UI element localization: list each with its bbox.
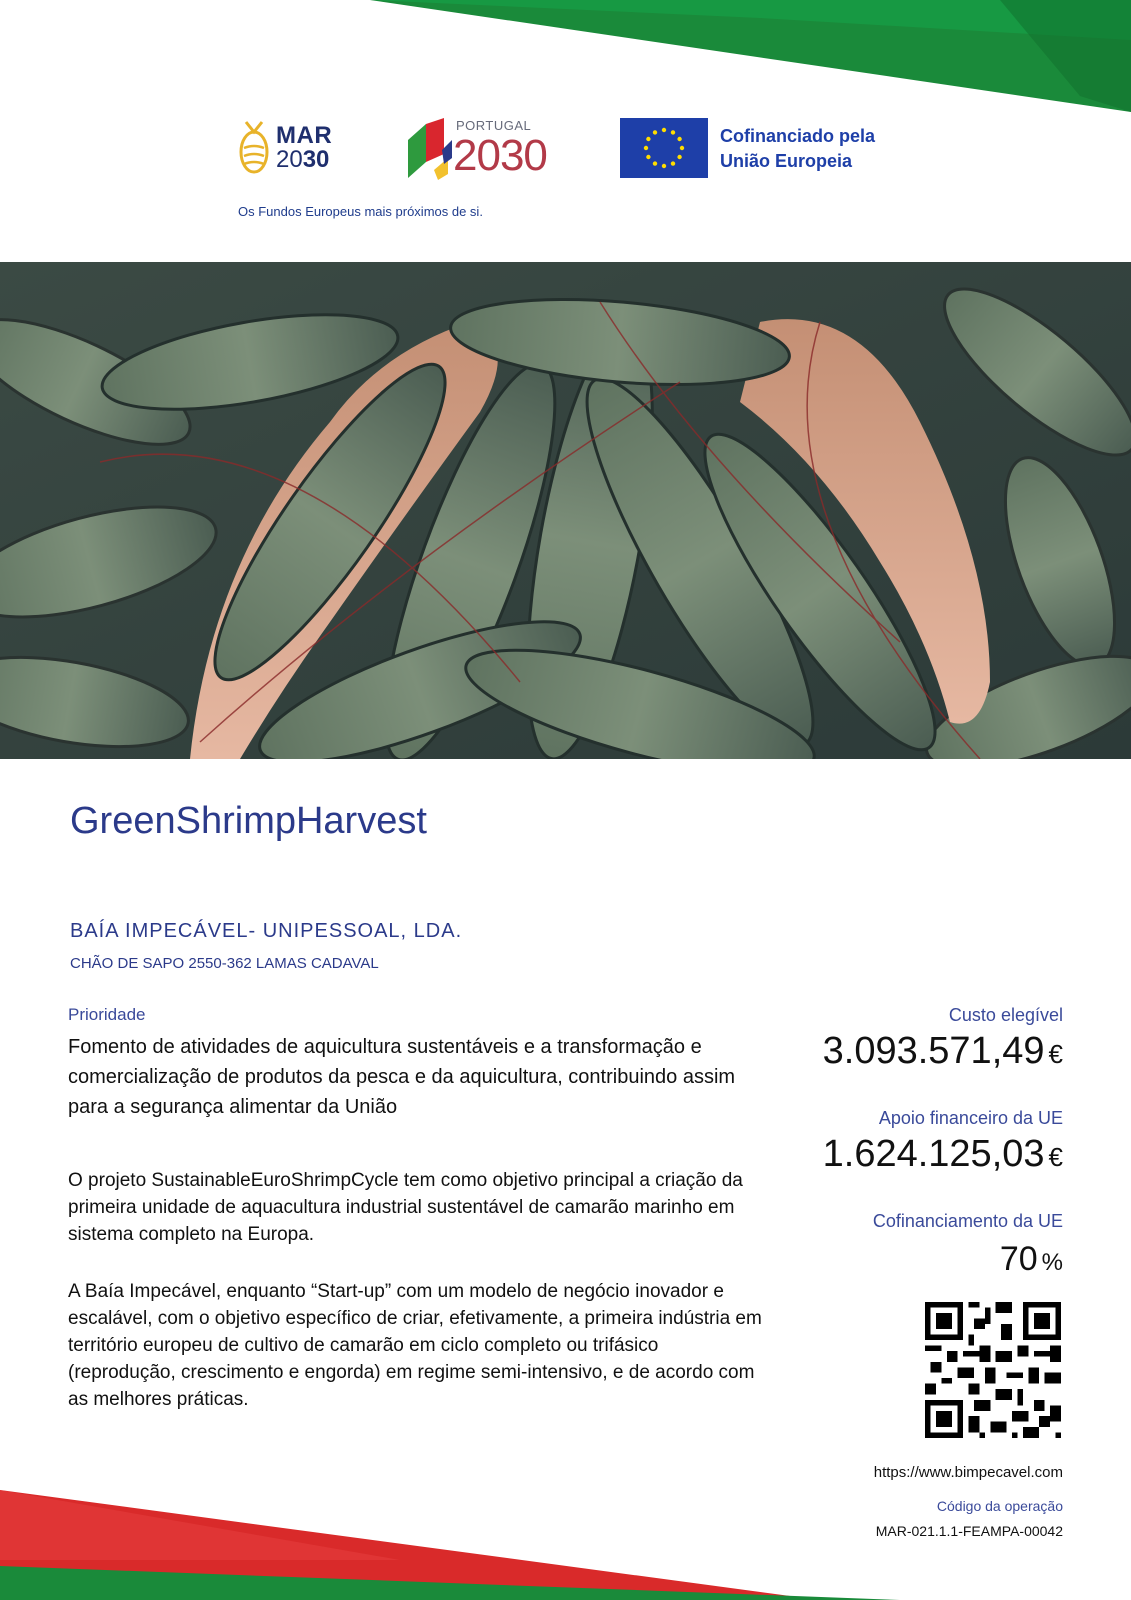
mar-year: 2030 bbox=[276, 146, 330, 173]
company-address: CHÃO DE SAPO 2550-362 LAMAS CADAVAL bbox=[70, 955, 379, 972]
funds-tagline: Os Fundos Europeus mais próximos de si. bbox=[238, 204, 483, 219]
eu-cofinancing-logo bbox=[620, 118, 910, 178]
portugal-year: 2030 bbox=[453, 131, 547, 180]
top-decorative-band bbox=[0, 0, 1131, 120]
operation-code-label: Código da operação bbox=[936, 1498, 1063, 1514]
eu-flag-icon bbox=[620, 118, 708, 178]
cofinancing-value: 70 % bbox=[999, 1240, 1063, 1278]
company-description: A Baía Impecável, enquanto “Start-up” com um modelo de negócio inovador e escalável, com o objetivo específico de criar, efetivamente, a primeira indústria em território europeu de cultivo de camarão em ciclo completo ou trifásico (reprodução, crescimento e engorda) em regime semi-intensivo, e de acordo com as melhores práticas. bbox=[68, 1281, 762, 1410]
shrimp-photo bbox=[0, 262, 1131, 759]
company-name: BAÍA IMPECÁVEL- UNIPESSOAL, LDA. bbox=[70, 920, 463, 942]
wheat-icon bbox=[238, 118, 270, 180]
operation-code: MAR-021.1.1-FEAMPA-00042 bbox=[875, 1523, 1063, 1539]
eu-cofinancing-text: Cofinanciado pela União Europeia bbox=[720, 126, 876, 171]
cofinancing-label: Cofinanciamento da UE bbox=[872, 1211, 1063, 1231]
mar-2030-logo bbox=[238, 118, 348, 180]
project-title: GreenShrimpHarvest bbox=[70, 800, 427, 842]
portugal-mark-icon bbox=[404, 118, 454, 180]
eligible-cost-label: Custo elegível bbox=[948, 1005, 1063, 1025]
mar-word: MAR bbox=[276, 122, 333, 149]
portugal-2030-logo bbox=[404, 116, 574, 184]
eligible-cost-value: 3.093.571,49 € bbox=[822, 1030, 1063, 1072]
website-link[interactable]: https://www.bimpecavel.com bbox=[873, 1464, 1063, 1481]
priority-label: Prioridade bbox=[68, 1005, 146, 1024]
eu-support-value: 1.624.125,03 € bbox=[822, 1133, 1063, 1175]
qr-code[interactable] bbox=[925, 1302, 1061, 1438]
portugal-word: PORTUGAL bbox=[456, 118, 532, 133]
priority-text: Fomento de atividades de aquicultura sustentáveis e a transformação e comercialização de produtos da pesca e da aquicultura, contribuindo assim para a segurança alimentar da União bbox=[68, 1036, 736, 1118]
eu-support-label: Apoio financeiro da UE bbox=[878, 1108, 1063, 1128]
project-description: O projeto SustainableEuroShrimpCycle tem como objetivo principal a criação da primeira unidade de aquacultura industrial sustentável de camarão marinho em sistema completo na Europa. bbox=[68, 1170, 743, 1245]
